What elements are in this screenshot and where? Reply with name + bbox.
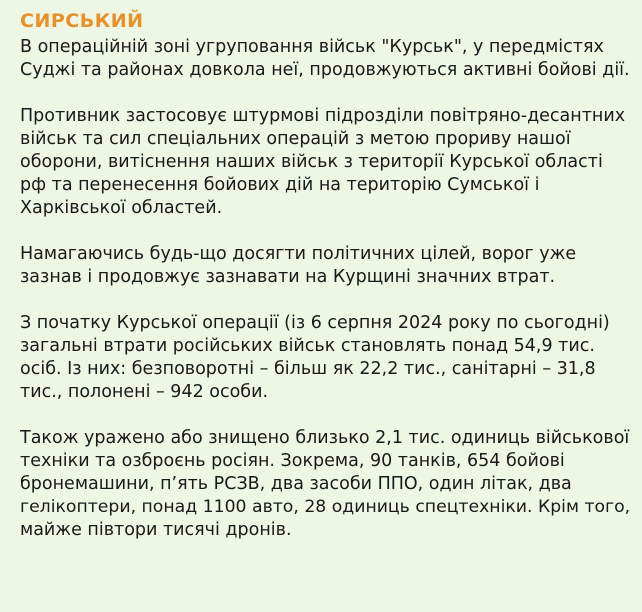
text-line: Також уражено або знищено близько 2,1 тис. одиниць військової [20, 428, 630, 448]
text-line: Харківської областей. [20, 198, 223, 218]
message-paragraph-2 [20, 105, 626, 220]
text-line: Суджі та районах довкола неї, продовжуються активні бойові дії. [20, 60, 630, 80]
sender-name[interactable]: СИРСЬКИЙ [20, 10, 144, 32]
text-line: військ та сил спеціальних операцій з метою прориву нашої [20, 129, 571, 149]
text-line: Противник застосовує штурмові підрозділи повітряно-десантних [20, 106, 626, 126]
message-paragraph-4 [20, 312, 616, 404]
text-line: техніки та озброєнь росіян. Зокрема, 90 танків, 654 бойові [20, 451, 565, 471]
text-line: В операційній зоні угруповання військ "Курськ", у передмістях [20, 37, 604, 57]
text-line: осіб. Із них: безповоротні – більш як 22,2 тис., санітарні – 31,8 [20, 359, 596, 379]
message-paragraph-3 [20, 243, 616, 289]
text-line: бронемашини, п’ять РСЗВ, два засоби ППО, один літак, два [20, 474, 572, 494]
text-line: З початку Курської операції (із 6 серпня 2024 року по сьогодні) [20, 313, 610, 333]
message-paragraph-1 [20, 36, 630, 82]
text-line: рф та перенесення бойових дій на територію Сумської і [20, 175, 540, 195]
text-line: гелікоптери, понад 1100 авто, 28 одиниць спецтехніки. Крім того, [20, 497, 631, 517]
text-line: оборони, витіснення наших військ з території Курської області [20, 152, 603, 172]
text-line: зазнав і продовжує зазнавати на Курщині значних втрат. [20, 267, 556, 287]
text-line: майже півтори тисячі дронів. [20, 520, 292, 540]
text-line: Намагаючись будь-що досягти політичних цілей, ворог уже [20, 244, 577, 264]
message-paragraph-5 [20, 427, 631, 542]
text-line: загальні втрати російських військ становлять понад 54,9 тис. [20, 336, 595, 356]
text-line: тис., полонені – 942 особи. [20, 382, 269, 402]
